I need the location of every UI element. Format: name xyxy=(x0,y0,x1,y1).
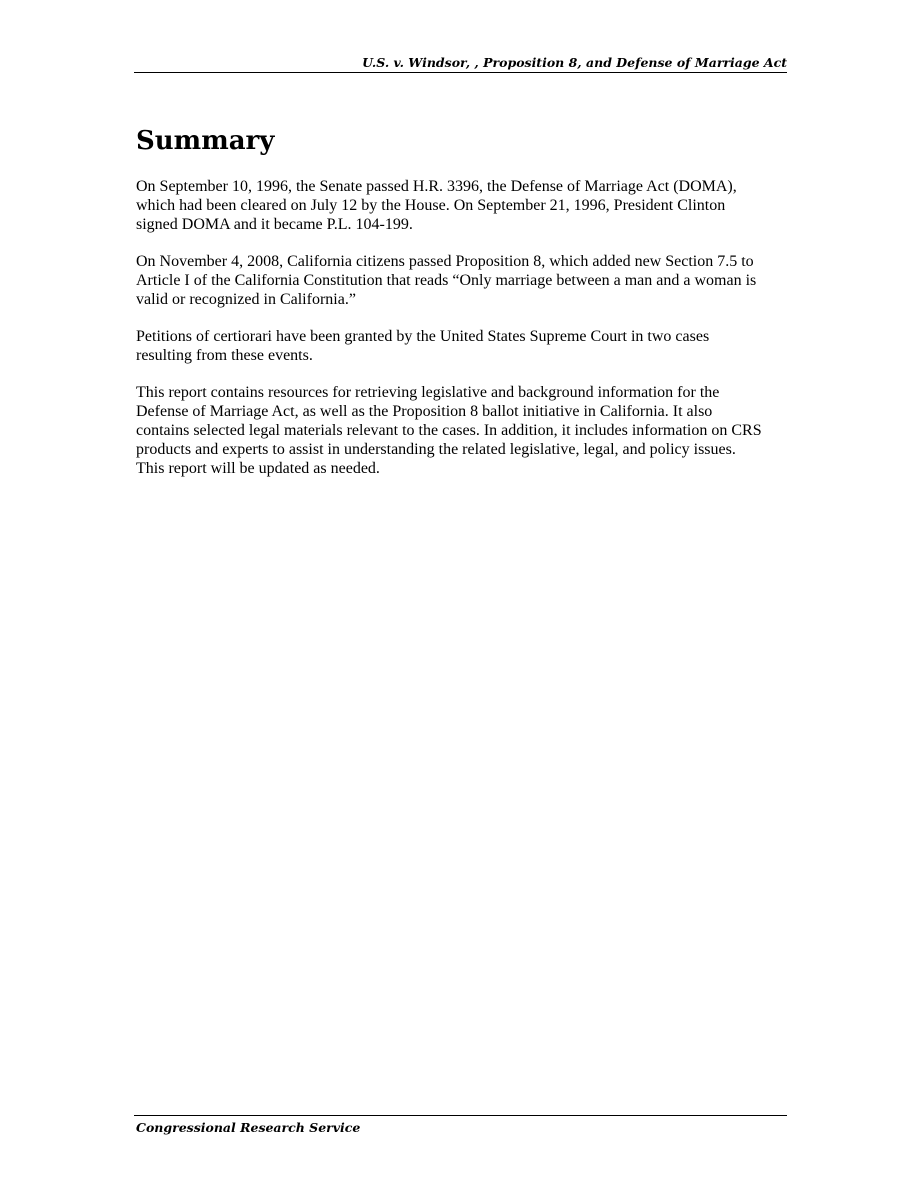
header-divider xyxy=(134,72,787,73)
running-header: U.S. v. Windsor, , Proposition 8, and Defense of Marriage Act xyxy=(362,55,787,70)
summary-body xyxy=(136,177,788,496)
running-footer: Congressional Research Service xyxy=(136,1120,361,1135)
summary-paragraph-1: On September 10, 1996, the Senate passed H.R. 3396, the Defense of Marriage Act (DOMA), which had been cleared on July 12 by the House. On September 21, 1996, President Clinton signed DOMA and it became P.L. 104-199. xyxy=(136,178,737,233)
summary-paragraph-3: Petitions of certiorari have been granted by the United States Supreme Court in two cases resulting from these events. xyxy=(136,328,710,364)
summary-paragraph-2: On November 4, 2008, California citizens passed Proposition 8, which added new Section 7.5 to Article I of the California Constitution that reads “Only marriage between a man and a woman is valid or recognized in California.” xyxy=(136,253,757,308)
footer-divider xyxy=(134,1115,787,1116)
summary-paragraph-4: This report contains resources for retrieving legislative and background information for the Defense of Marriage Act, as well as the Proposition 8 ballot initiative in California. It also contains selected legal materials relevant to the cases. In addition, it includes information on CRS products and experts to assist in understanding the related legislative, legal, and policy issues. This report will be updated as needed. xyxy=(136,384,762,477)
section-title: Summary xyxy=(136,126,275,156)
